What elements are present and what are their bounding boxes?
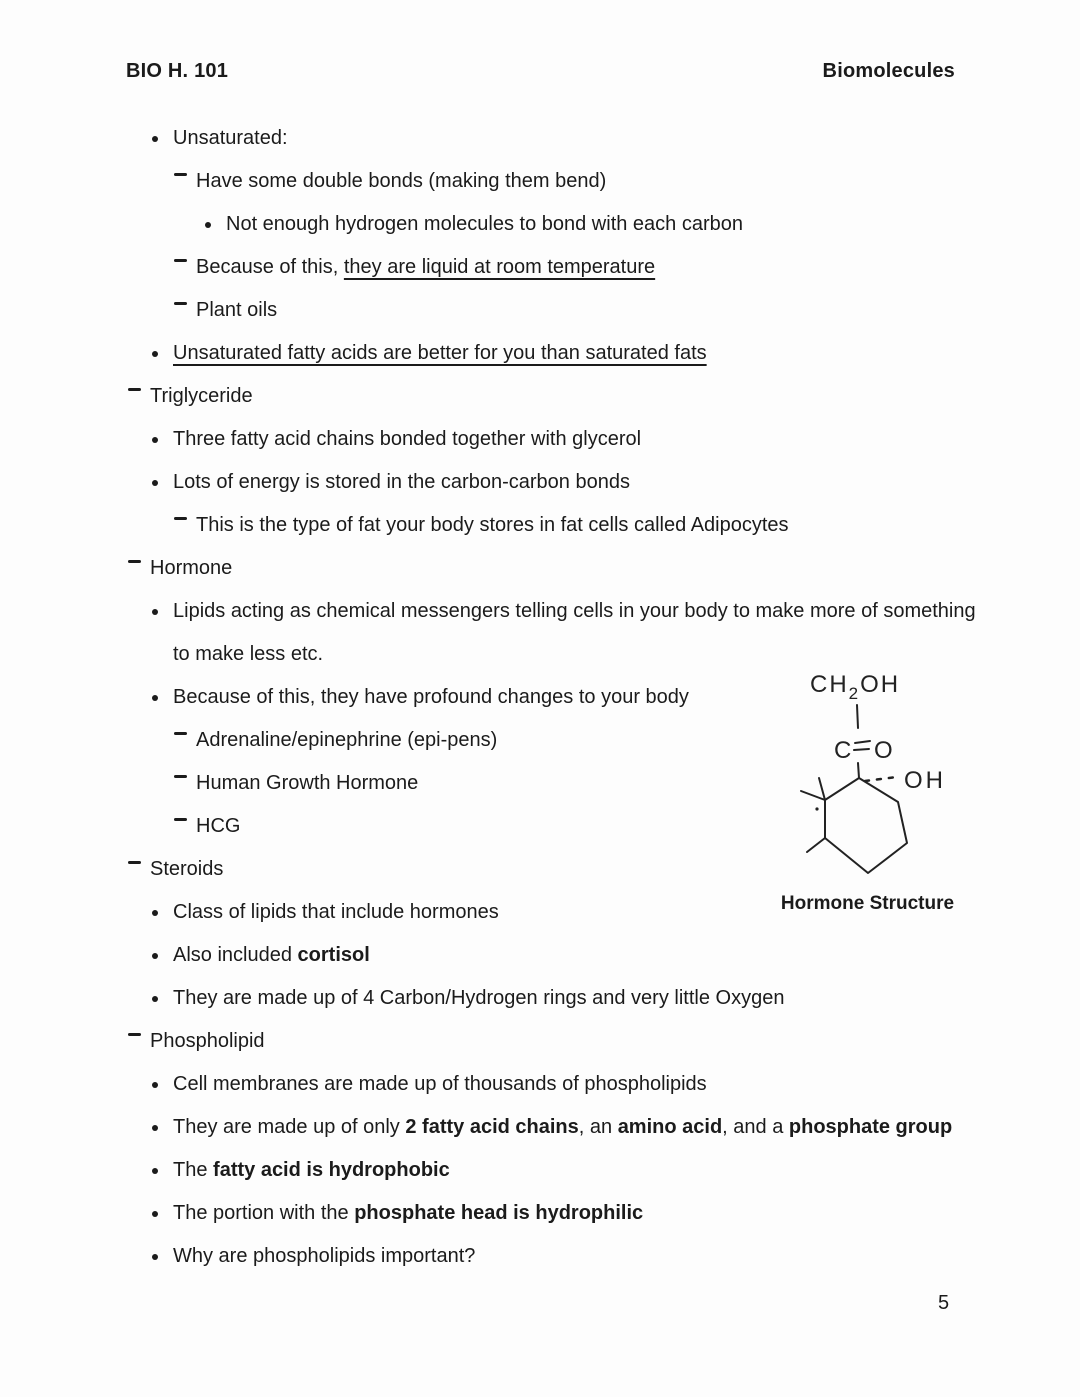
- note-text-segment: Unsaturated:: [173, 127, 288, 149]
- note-text-segment: Triglyceride: [150, 385, 253, 407]
- note-item: [128, 246, 1022, 289]
- note-text-segment: Hormone: [150, 557, 233, 579]
- note-text-segment: This is the type of fat your body stores in fat cells called Adipocytes: [196, 514, 789, 536]
- note-item: [128, 203, 1022, 246]
- note-item: [128, 934, 1022, 977]
- note-text: [150, 375, 1022, 418]
- hormone-structure-drawing: [780, 650, 970, 895]
- note-text-segment: Adrenaline/epinephrine (epi-pens): [196, 729, 498, 751]
- note-text: [150, 1020, 1022, 1063]
- bullet-dot-marker: [151, 977, 173, 1020]
- note-text-segment: Three fatty acid chains bonded together with glycerol: [173, 428, 642, 450]
- note-text-segment: They are made up of 4 Carbon/Hydrogen rings and very little Oxygen: [173, 987, 785, 1009]
- note-text-segment: They are made up of only: [173, 1116, 406, 1138]
- note-text-segment: Cell membranes are made up of thousands of phospholipids: [173, 1073, 707, 1095]
- note-text: [173, 1106, 1022, 1149]
- course-code: BIO H. 101: [126, 60, 229, 82]
- note-item: [128, 1192, 1022, 1235]
- note-text-segment: Because of this,: [196, 256, 344, 278]
- note-text-segment: HCG: [196, 815, 241, 837]
- bullet-dash-marker: [174, 246, 196, 289]
- diagram-caption: Hormone Structure: [780, 893, 955, 914]
- note-text: [173, 1192, 1022, 1235]
- note-text-segment: Because of this, they have profound changes to your body: [173, 686, 689, 708]
- note-text: [196, 160, 1022, 203]
- note-text: [150, 547, 1022, 590]
- bond-line: [858, 763, 859, 778]
- note-item: [128, 1235, 1022, 1278]
- note-text-segment: fatty acid is hydrophobic: [213, 1159, 450, 1181]
- note-text-segment: Lots of energy is stored in the carbon-carbon bonds: [173, 471, 630, 493]
- note-text: [173, 1063, 1022, 1106]
- bullet-dash-marker: [174, 805, 196, 848]
- note-item: [128, 375, 1022, 418]
- bullet-dot-marker: [151, 461, 173, 504]
- bullet-dash-marker: [174, 160, 196, 203]
- note-text-segment: phosphate group: [788, 1116, 953, 1138]
- bullet-dot-marker: [151, 1235, 173, 1278]
- bullet-dot-marker: [151, 676, 173, 719]
- note-text-segment: amino acid: [617, 1116, 723, 1138]
- note-text: [196, 504, 1022, 547]
- note-text-segment: Unsaturated fatty acids are better for you than saturated fats: [173, 342, 707, 364]
- note-item: [128, 418, 1022, 461]
- bullet-dot-marker: [151, 1106, 173, 1149]
- note-text-segment: cortisol: [297, 944, 370, 966]
- bullet-dot-marker: [204, 203, 226, 246]
- stray-dot: [815, 807, 818, 810]
- note-text: [173, 934, 1022, 977]
- note-text-segment: Plant oils: [196, 299, 278, 321]
- note-text-segment: Class of lipids that include hormones: [173, 901, 499, 923]
- note-text-segment: , an: [578, 1116, 618, 1138]
- note-text-segment: Have some double bonds (making them bend): [196, 170, 607, 192]
- note-text: [173, 117, 1022, 160]
- hydroxyl-label: OH: [904, 767, 946, 794]
- note-text: [173, 1235, 1022, 1278]
- bullet-dash-marker: [174, 762, 196, 805]
- note-item: [128, 1020, 1022, 1063]
- carbon-ring: [825, 778, 907, 873]
- bullet-dash-marker: [128, 547, 150, 590]
- methyl-group-lines: [801, 778, 825, 852]
- bullet-dash-marker: [128, 848, 150, 891]
- note-text-segment: The portion with the: [173, 1202, 355, 1224]
- note-item: [128, 117, 1022, 160]
- bullet-dot-marker: [151, 117, 173, 160]
- bullet-dash-marker: [174, 289, 196, 332]
- note-item: [128, 160, 1022, 203]
- hormone-structure-diagram: [780, 650, 970, 895]
- bullet-dash-marker: [174, 719, 196, 762]
- note-item: [128, 461, 1022, 504]
- note-text: [196, 289, 1022, 332]
- note-text: [196, 246, 1022, 289]
- page-header: [126, 60, 955, 83]
- note-item: [128, 977, 1022, 1020]
- note-text-segment: Why are phospholipids important?: [173, 1245, 476, 1267]
- note-text: [173, 977, 1022, 1020]
- bullet-dot-marker: [151, 1063, 173, 1106]
- note-text: [173, 418, 1022, 461]
- note-item: [128, 1063, 1022, 1106]
- bullet-dot-marker: [151, 1192, 173, 1235]
- note-text: [173, 332, 1022, 375]
- note-item: [128, 1106, 1022, 1149]
- bullet-dot-marker: [151, 590, 173, 633]
- note-text-segment: Not enough hydrogen molecules to bond with each carbon: [226, 213, 744, 235]
- note-text-segment: Also included: [173, 944, 298, 966]
- double-bond-lines: [854, 741, 870, 750]
- note-text-segment: Steroids: [150, 858, 224, 880]
- dashed-bond-line: [865, 777, 897, 781]
- bullet-dash-marker: [174, 504, 196, 547]
- page-topic: Biomolecules: [822, 60, 955, 82]
- note-text-segment: Phospholipid: [150, 1030, 265, 1052]
- note-item: [128, 332, 1022, 375]
- note-item: [128, 1149, 1022, 1192]
- note-text-segment: , and a: [722, 1116, 789, 1138]
- note-text-segment: Human Growth Hormone: [196, 772, 419, 794]
- note-text: [173, 461, 1022, 504]
- note-text: [226, 203, 1022, 246]
- formula-ch2oh-label: $CH_2OH$: [810, 671, 901, 703]
- bullet-dot-marker: [151, 332, 173, 375]
- note-item: [128, 547, 1022, 590]
- bullet-dot-marker: [151, 418, 173, 461]
- carbonyl-c-label: C: [834, 737, 852, 764]
- note-item: [128, 289, 1022, 332]
- page-number: 5: [938, 1292, 950, 1314]
- note-text-segment: 2 fatty acid chains: [405, 1116, 579, 1138]
- note-text-segment: they are liquid at room temperature: [343, 256, 656, 278]
- note-text-segment: Lipids acting as chemical messengers telling cells in your body to make more of something: [173, 600, 976, 622]
- bullet-dot-marker: [151, 1149, 173, 1192]
- note-text: [173, 1149, 1022, 1192]
- note-item: [128, 504, 1022, 547]
- carbonyl-o-label: O: [874, 737, 893, 764]
- note-text-segment: to make less etc.: [173, 643, 324, 665]
- bullet-dot-marker: [151, 934, 173, 977]
- bullet-dot-marker: [151, 891, 173, 934]
- bond-line: [857, 705, 858, 728]
- bullet-dash-marker: [128, 1020, 150, 1063]
- note-text-segment: phosphate head is hydrophilic: [354, 1202, 644, 1224]
- note-text-segment: The: [173, 1159, 214, 1181]
- bullet-dash-marker: [128, 375, 150, 418]
